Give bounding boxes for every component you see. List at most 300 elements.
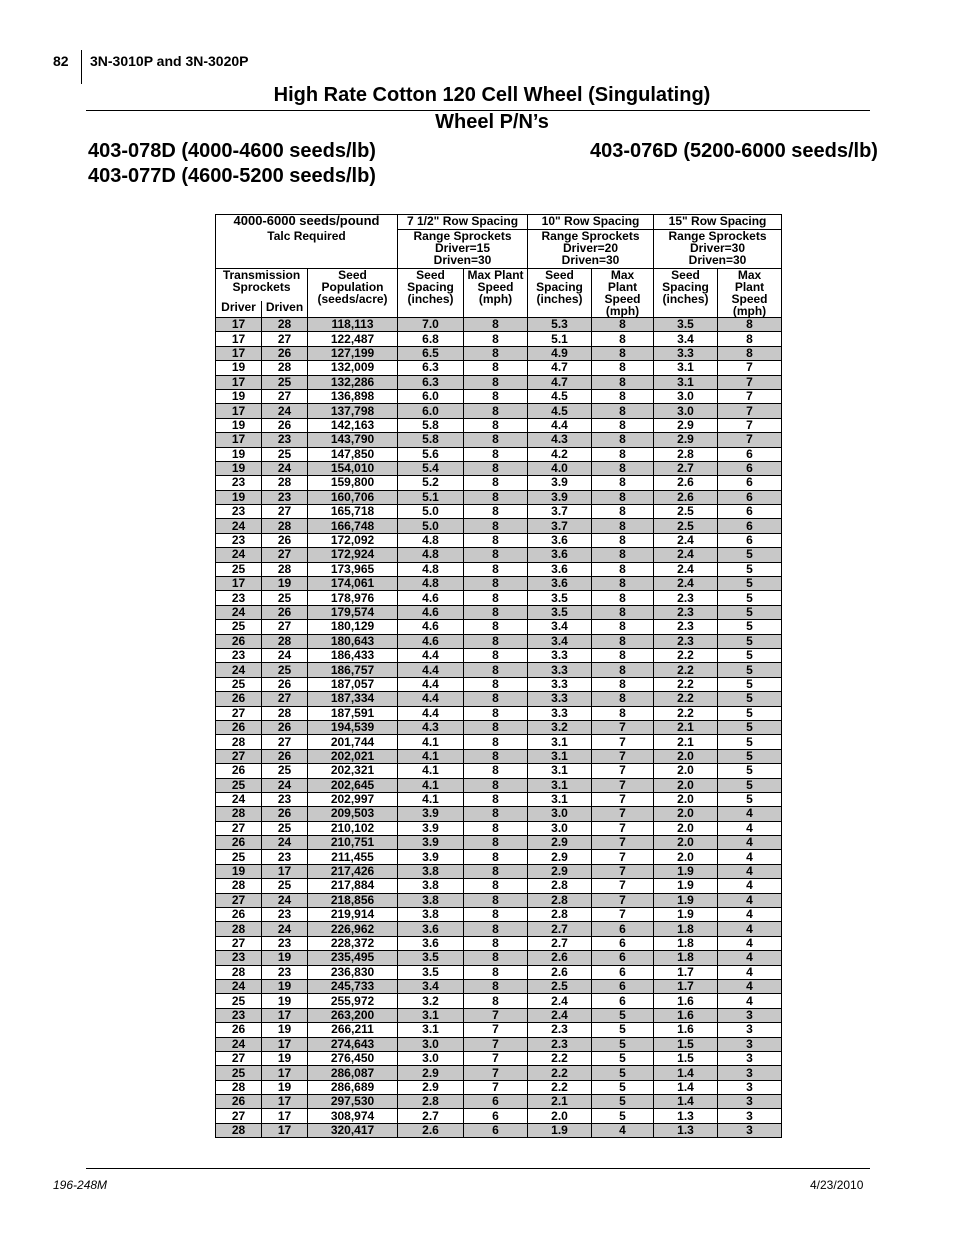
table-cell: 7	[592, 778, 654, 792]
table-cell: 2.6	[654, 476, 718, 490]
table-cell: 3.1	[528, 749, 592, 763]
table-cell: 8	[592, 490, 654, 504]
table-cell: 26	[216, 764, 262, 778]
table-cell: 180,643	[308, 634, 398, 648]
table-cell: 8	[592, 332, 654, 346]
table-cell: 8	[464, 548, 528, 562]
table-cell: 4.1	[398, 764, 464, 778]
table-cell: 3.6	[528, 577, 592, 591]
table-cell: 8	[464, 490, 528, 504]
table-cell: 7	[592, 807, 654, 821]
table-cell: 19	[262, 951, 308, 965]
table-cell: 2.0	[528, 1109, 592, 1123]
table-cell: 5.1	[528, 332, 592, 346]
table-cell: 3.3	[654, 346, 718, 360]
table-cell: 17	[262, 1095, 308, 1109]
table-cell: 3.3	[528, 663, 592, 677]
table-cell: 2.3	[654, 605, 718, 619]
table-cell: 202,997	[308, 792, 398, 806]
table-cell: 19	[262, 577, 308, 591]
table-cell: 2.5	[528, 979, 592, 993]
part-number-077d: 403-077D (4600-5200 seeds/lb)	[88, 165, 376, 187]
table-cell: 4.8	[398, 577, 464, 591]
table-cell: 5.0	[398, 505, 464, 519]
table-cell: 8	[592, 620, 654, 634]
table-cell: 147,850	[308, 447, 398, 461]
table-cell: 3.5	[528, 605, 592, 619]
table-cell: 8	[592, 519, 654, 533]
table-cell: 3	[718, 1066, 782, 1080]
table-cell: 210,751	[308, 836, 398, 850]
table-cell: 201,744	[308, 735, 398, 749]
table-cell: 17	[216, 318, 262, 332]
table-cell: 4	[718, 951, 782, 965]
table-cell: 2.4	[654, 533, 718, 547]
table-cell: 25	[216, 850, 262, 864]
table-row	[216, 548, 782, 562]
table-cell: 4.7	[528, 361, 592, 375]
table-cell: 8	[592, 346, 654, 360]
table-cell: 8	[592, 433, 654, 447]
table-cell: 2.5	[654, 505, 718, 519]
table-cell: 8	[464, 562, 528, 576]
table-cell: 28	[216, 807, 262, 821]
table-cell: 2.7	[398, 1109, 464, 1123]
table-cell: 8	[464, 361, 528, 375]
table-cell: 5	[718, 764, 782, 778]
row-spacing-75-header: 7 1/2" Row Spacing	[398, 215, 528, 230]
table-cell: 7	[718, 404, 782, 418]
part-number-078d: 403-078D (4000-4600 seeds/lb)	[88, 140, 376, 162]
table-cell: 7	[718, 418, 782, 432]
table-row	[216, 821, 782, 835]
table-cell: 4	[718, 908, 782, 922]
table-cell: 160,706	[308, 490, 398, 504]
table-row	[216, 864, 782, 878]
table-cell: 19	[262, 1051, 308, 1065]
table-cell: 8	[464, 778, 528, 792]
table-cell: 2.2	[654, 663, 718, 677]
table-row	[216, 418, 782, 432]
table-cell: 132,286	[308, 375, 398, 389]
table-cell: 3.1	[528, 764, 592, 778]
table-row	[216, 879, 782, 893]
table-cell: 27	[262, 332, 308, 346]
table-cell: 3.9	[398, 836, 464, 850]
table-cell: 17	[262, 1008, 308, 1022]
table-cell: 8	[592, 404, 654, 418]
table-cell: 2.2	[528, 1080, 592, 1094]
table-cell: 3.0	[398, 1051, 464, 1065]
table-cell: 194,539	[308, 720, 398, 734]
table-row	[216, 461, 782, 475]
table-row	[216, 577, 782, 591]
table-cell: 8	[464, 332, 528, 346]
table-row	[216, 505, 782, 519]
table-cell: 6	[592, 951, 654, 965]
table-row	[216, 447, 782, 461]
table-row	[216, 433, 782, 447]
table-cell: 7	[592, 836, 654, 850]
header-divider	[81, 50, 82, 84]
table-cell: 25	[262, 879, 308, 893]
max-plant-speed-75-header: Max Plant Speed (mph)	[464, 269, 528, 318]
table-cell: 308,974	[308, 1109, 398, 1123]
table-cell: 19	[262, 1080, 308, 1094]
table-cell: 27	[262, 692, 308, 706]
table-cell: 8	[464, 533, 528, 547]
table-cell: 8	[464, 792, 528, 806]
doc-number: 196-248M	[53, 1178, 108, 1192]
table-cell: 5	[718, 677, 782, 691]
table-row	[216, 332, 782, 346]
table-cell: 3.5	[528, 591, 592, 605]
table-cell: 8	[592, 648, 654, 662]
table-cell: 8	[464, 519, 528, 533]
table-cell: 127,199	[308, 346, 398, 360]
table-cell: 6	[592, 979, 654, 993]
table-cell: 26	[216, 1023, 262, 1037]
table-cell: 26	[262, 533, 308, 547]
table-cell: 1.8	[654, 922, 718, 936]
table-cell: 8	[592, 663, 654, 677]
doc-date: 4/23/2010	[810, 1178, 864, 1192]
table-cell: 5	[718, 735, 782, 749]
table-cell: 8	[592, 533, 654, 547]
table-cell: 23	[262, 908, 308, 922]
table-cell: 202,021	[308, 749, 398, 763]
table-cell: 2.0	[654, 850, 718, 864]
table-cell: 8	[464, 979, 528, 993]
table-cell: 4.1	[398, 792, 464, 806]
table-cell: 23	[216, 476, 262, 490]
table-row	[216, 591, 782, 605]
max-plant-speed-10-header: Max Plant Speed (mph)	[592, 269, 654, 318]
table-cell: 266,211	[308, 1023, 398, 1037]
table-cell: 4	[718, 893, 782, 907]
table-row	[216, 778, 782, 792]
table-cell: 4.1	[398, 749, 464, 763]
table-cell: 5	[718, 692, 782, 706]
talc-required-header: Talc Required	[216, 230, 398, 269]
table-cell: 24	[262, 836, 308, 850]
table-cell: 1.5	[654, 1037, 718, 1051]
table-cell: 5	[718, 591, 782, 605]
table-cell: 3.3	[528, 648, 592, 662]
table-cell: 2.9	[398, 1066, 464, 1080]
table-cell: 5	[718, 562, 782, 576]
table-cell: 5.4	[398, 461, 464, 475]
table-cell: 23	[216, 505, 262, 519]
table-cell: 5	[592, 1051, 654, 1065]
table-cell: 4.1	[398, 735, 464, 749]
table-cell: 7	[464, 1066, 528, 1080]
table-cell: 8	[464, 505, 528, 519]
table-cell: 3.0	[528, 807, 592, 821]
table-cell: 25	[262, 447, 308, 461]
table-cell: 209,503	[308, 807, 398, 821]
table-cell: 25	[216, 778, 262, 792]
page-number: 82	[53, 53, 69, 69]
table-row	[216, 692, 782, 706]
table-cell: 2.0	[654, 778, 718, 792]
table-cell: 27	[216, 749, 262, 763]
table-cell: 5.2	[398, 476, 464, 490]
table-cell: 2.8	[528, 893, 592, 907]
table-cell: 3.6	[398, 922, 464, 936]
table-cell: 27	[216, 1051, 262, 1065]
table-cell: 7	[592, 792, 654, 806]
table-cell: 4	[718, 850, 782, 864]
table-row	[216, 951, 782, 965]
table-cell: 8	[464, 692, 528, 706]
model-name: 3N-3010P and 3N-3020P	[90, 53, 249, 69]
table-cell: 24	[216, 792, 262, 806]
table-row	[216, 605, 782, 619]
table-row	[216, 648, 782, 662]
table-cell: 7	[592, 864, 654, 878]
table-cell: 3.7	[528, 505, 592, 519]
table-cell: 8	[592, 562, 654, 576]
table-cell: 4	[718, 979, 782, 993]
table-cell: 8	[592, 447, 654, 461]
table-cell: 3.6	[398, 936, 464, 950]
table-cell: 3.9	[398, 807, 464, 821]
table-cell: 8	[718, 346, 782, 360]
table-row	[216, 922, 782, 936]
table-cell: 24	[216, 1037, 262, 1051]
table-cell: 2.1	[528, 1095, 592, 1109]
table-cell: 5	[718, 605, 782, 619]
table-cell: 19	[262, 1023, 308, 1037]
table-cell: 217,426	[308, 864, 398, 878]
table-cell: 4.5	[528, 389, 592, 403]
table-cell: 154,010	[308, 461, 398, 475]
table-cell: 118,113	[308, 318, 398, 332]
table-cell: 165,718	[308, 505, 398, 519]
table-cell: 1.3	[654, 1109, 718, 1123]
table-cell: 26	[216, 836, 262, 850]
transmission-sprockets-header: Transmission Sprockets	[216, 269, 308, 301]
table-cell: 17	[262, 1066, 308, 1080]
table-cell: 19	[216, 864, 262, 878]
table-row	[216, 663, 782, 677]
max-plant-speed-15-header: Max Plant Speed (mph)	[718, 269, 782, 318]
table-cell: 27	[262, 620, 308, 634]
table-cell: 3.5	[398, 965, 464, 979]
table-cell: 26	[216, 720, 262, 734]
seed-spacing-75-header: Seed Spacing (inches)	[398, 269, 464, 318]
table-cell: 19	[216, 389, 262, 403]
table-cell: 26	[262, 677, 308, 691]
table-cell: 3.9	[398, 821, 464, 835]
table-cell: 235,495	[308, 951, 398, 965]
table-cell: 24	[216, 519, 262, 533]
table-row	[216, 1037, 782, 1051]
table-cell: 24	[216, 548, 262, 562]
table-cell: 2.2	[654, 648, 718, 662]
table-cell: 23	[262, 936, 308, 950]
table-cell: 3.0	[654, 404, 718, 418]
table-cell: 28	[216, 1080, 262, 1094]
range-sprockets-10: Range Sprockets Driver=20 Driven=30	[528, 230, 654, 269]
table-row	[216, 677, 782, 691]
table-cell: 26	[262, 605, 308, 619]
table-row	[216, 749, 782, 763]
table-cell: 8	[464, 346, 528, 360]
table-cell: 8	[592, 461, 654, 475]
table-cell: 23	[262, 792, 308, 806]
table-cell: 4.6	[398, 634, 464, 648]
table-cell: 19	[216, 361, 262, 375]
table-cell: 210,102	[308, 821, 398, 835]
row-spacing-15-header: 15" Row Spacing	[654, 215, 782, 230]
table-cell: 202,645	[308, 778, 398, 792]
table-cell: 7	[592, 908, 654, 922]
table-row	[216, 1123, 782, 1137]
table-cell: 1.8	[654, 936, 718, 950]
table-cell: 2.3	[654, 591, 718, 605]
table-row	[216, 792, 782, 806]
driver-header: Driver	[216, 301, 262, 318]
table-cell: 27	[216, 893, 262, 907]
table-cell: 6	[592, 936, 654, 950]
table-cell: 4.6	[398, 591, 464, 605]
table-cell: 2.0	[654, 792, 718, 806]
table-cell: 4.9	[528, 346, 592, 360]
table-cell: 5.3	[528, 318, 592, 332]
table-cell: 5	[718, 706, 782, 720]
table-cell: 5	[592, 1095, 654, 1109]
table-cell: 26	[262, 346, 308, 360]
table-cell: 8	[592, 634, 654, 648]
table-cell: 3.9	[398, 850, 464, 864]
table-cell: 23	[262, 433, 308, 447]
table-cell: 26	[262, 418, 308, 432]
table-cell: 8	[464, 318, 528, 332]
table-cell: 4	[718, 864, 782, 878]
table-cell: 4.8	[398, 533, 464, 547]
table-row	[216, 533, 782, 547]
table-cell: 6	[592, 965, 654, 979]
table-cell: 178,976	[308, 591, 398, 605]
table-cell: 27	[216, 821, 262, 835]
table-cell: 3.3	[528, 677, 592, 691]
table-cell: 2.0	[654, 836, 718, 850]
table-cell: 4.4	[398, 663, 464, 677]
table-cell: 8	[464, 879, 528, 893]
table-cell: 25	[216, 1066, 262, 1080]
table-cell: 7	[592, 850, 654, 864]
table-cell: 5	[718, 720, 782, 734]
table-row	[216, 318, 782, 332]
table-cell: 5.8	[398, 433, 464, 447]
row-spacing-10-header: 10" Row Spacing	[528, 215, 654, 230]
table-cell: 136,898	[308, 389, 398, 403]
table-cell: 4	[718, 922, 782, 936]
table-cell: 217,884	[308, 879, 398, 893]
table-cell: 2.4	[654, 577, 718, 591]
table-cell: 2.7	[528, 936, 592, 950]
table-cell: 28	[262, 634, 308, 648]
table-cell: 4.4	[398, 648, 464, 662]
table-cell: 236,830	[308, 965, 398, 979]
table-cell: 17	[262, 1123, 308, 1137]
table-cell: 2.1	[654, 735, 718, 749]
table-cell: 2.2	[528, 1051, 592, 1065]
table-row	[216, 404, 782, 418]
table-cell: 17	[262, 864, 308, 878]
table-cell: 8	[592, 605, 654, 619]
table-cell: 2.0	[654, 749, 718, 763]
table-cell: 7	[592, 749, 654, 763]
table-cell: 2.9	[654, 418, 718, 432]
table-cell: 24	[216, 605, 262, 619]
table-cell: 3	[718, 1123, 782, 1137]
table-cell: 4.7	[528, 375, 592, 389]
table-cell: 28	[262, 562, 308, 576]
table-cell: 4.4	[398, 706, 464, 720]
table-row	[216, 807, 782, 821]
table-cell: 4	[718, 879, 782, 893]
table-row	[216, 361, 782, 375]
table-cell: 2.9	[398, 1080, 464, 1094]
table-cell: 7	[592, 879, 654, 893]
table-cell: 2.6	[528, 951, 592, 965]
seed-spacing-10-header: Seed Spacing (inches)	[528, 269, 592, 318]
table-cell: 6.3	[398, 361, 464, 375]
table-cell: 23	[216, 533, 262, 547]
table-row	[216, 936, 782, 950]
table-cell: 1.4	[654, 1080, 718, 1094]
table-cell: 4.6	[398, 620, 464, 634]
table-cell: 320,417	[308, 1123, 398, 1137]
table-cell: 3.1	[528, 792, 592, 806]
table-cell: 23	[262, 850, 308, 864]
table-cell: 3.6	[528, 533, 592, 547]
table-cell: 28	[216, 1123, 262, 1137]
table-cell: 2.9	[528, 864, 592, 878]
table-cell: 245,733	[308, 979, 398, 993]
table-cell: 1.9	[654, 879, 718, 893]
table-cell: 6.0	[398, 389, 464, 403]
table-cell: 27	[262, 505, 308, 519]
table-row	[216, 994, 782, 1008]
table-cell: 6.8	[398, 332, 464, 346]
table-cell: 19	[216, 418, 262, 432]
table-cell: 28	[262, 476, 308, 490]
table-cell: 26	[262, 749, 308, 763]
table-cell: 8	[464, 389, 528, 403]
table-cell: 8	[464, 433, 528, 447]
table-cell: 8	[464, 418, 528, 432]
table-cell: 8	[464, 864, 528, 878]
table-cell: 26	[216, 692, 262, 706]
table-row	[216, 893, 782, 907]
table-cell: 286,087	[308, 1066, 398, 1080]
table-cell: 7	[718, 375, 782, 389]
table-row	[216, 908, 782, 922]
table-cell: 25	[262, 375, 308, 389]
table-row	[216, 634, 782, 648]
part-number-076d: 403-076D (5200-6000 seeds/lb)	[590, 140, 878, 162]
table-cell: 7.0	[398, 318, 464, 332]
table-cell: 2.3	[528, 1037, 592, 1051]
table-cell: 3.2	[398, 994, 464, 1008]
table-cell: 2.0	[654, 807, 718, 821]
table-cell: 27	[216, 936, 262, 950]
table-cell: 7	[592, 893, 654, 907]
